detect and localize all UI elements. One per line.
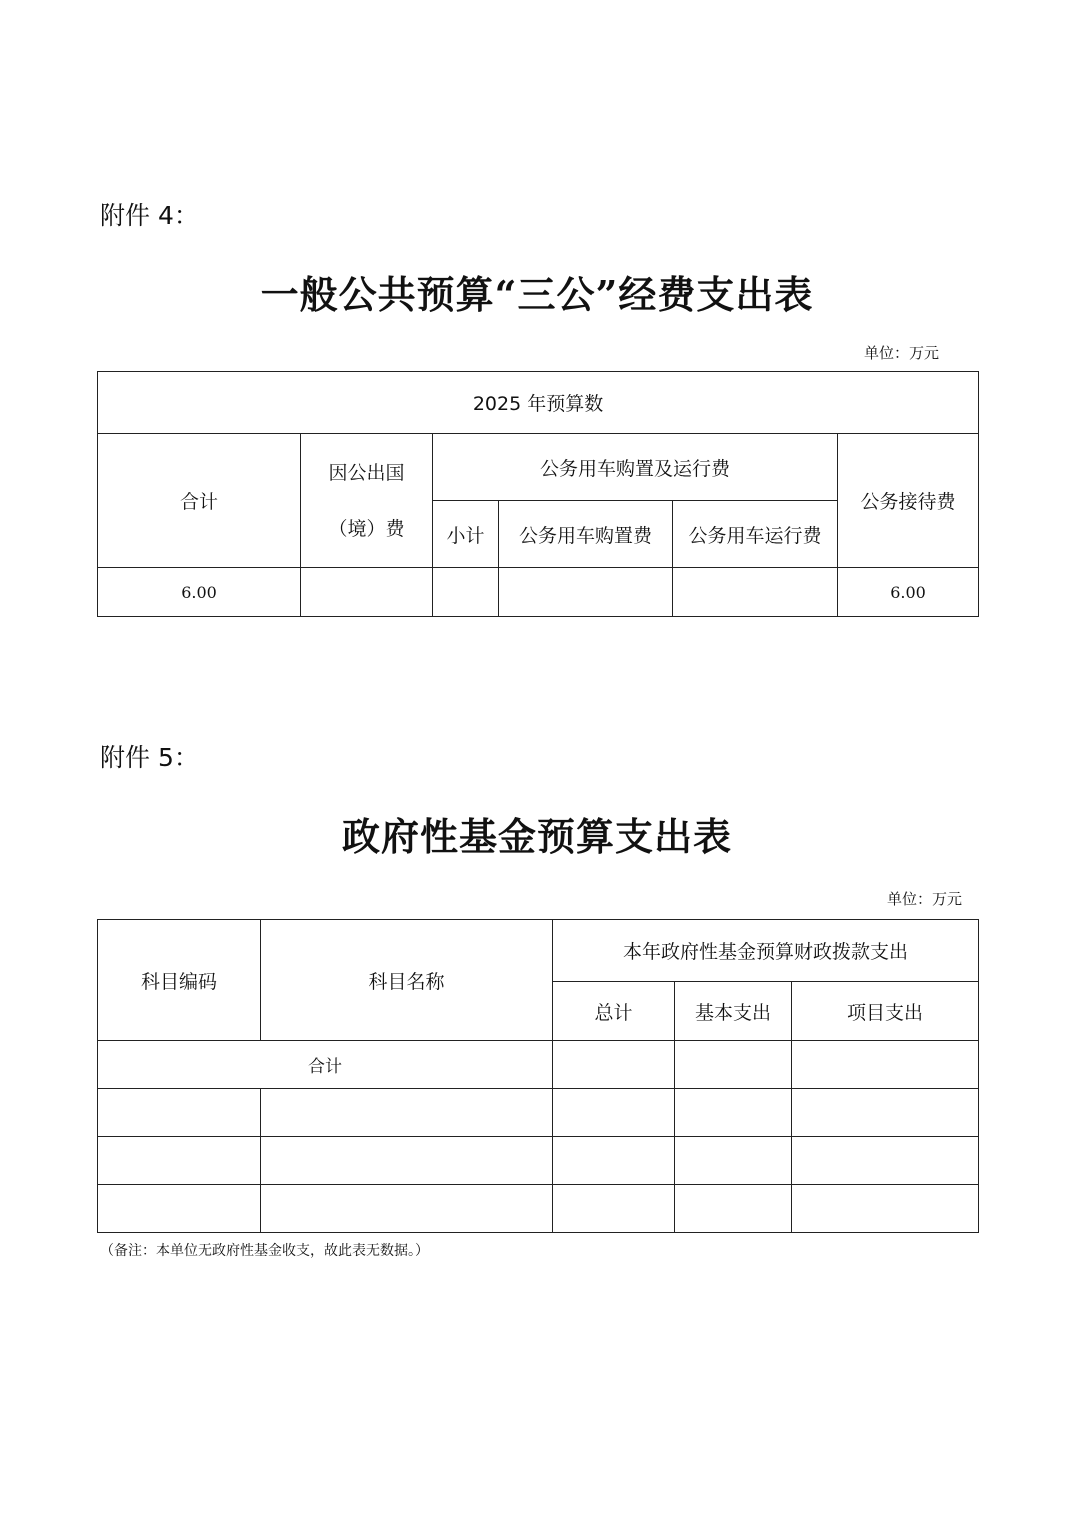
basic-expense-header: 基本支出 [675, 982, 792, 1041]
vehicle-operation-value [673, 568, 838, 617]
project-expense-cell [792, 1089, 979, 1137]
basic-expense-cell [675, 1137, 792, 1185]
vehicle-subtotal-header: 小计 [433, 501, 499, 568]
subject-name-cell [261, 1137, 553, 1185]
three-public-expense-table [97, 371, 979, 617]
attachment-4-label: 附件 4： [100, 201, 199, 230]
abroad-value [301, 568, 433, 617]
fund-expense-group-header: 本年政府性基金预算财政拨款支出 [553, 920, 979, 982]
reception-header: 公务接待费 [838, 434, 979, 568]
basic-expense-cell [675, 1185, 792, 1233]
total-value: 6.00 [98, 568, 301, 617]
table-row [98, 1137, 979, 1185]
basic-expense-cell [675, 1089, 792, 1137]
subject-name-cell [261, 1185, 553, 1233]
table-footnote: （备注：本单位无政府性基金收支，故此表无数据。） [100, 1243, 429, 1259]
reception-value: 6.00 [838, 568, 979, 617]
project-expense-cell [792, 1137, 979, 1185]
project-expense-cell [792, 1185, 979, 1233]
abroad-header-line2: （境）费 [328, 517, 405, 540]
grand-total-cell [553, 1137, 675, 1185]
grand-total-cell [553, 1185, 675, 1233]
vehicle-group-header: 公务用车购置及运行费 [433, 434, 838, 501]
table-row [98, 1185, 979, 1233]
subject-code-cell [98, 1089, 261, 1137]
subject-code-cell [98, 1185, 261, 1233]
total-row-cell [792, 1041, 979, 1089]
three-public-expense-title: 一般公共预算“三公”经费支出表 [260, 272, 814, 317]
grand-total-cell [553, 1089, 675, 1137]
vehicle-purchase-header: 公务用车购置费 [499, 501, 673, 568]
total-row-cell [553, 1041, 675, 1089]
subject-name-cell [261, 1089, 553, 1137]
table-row [98, 1089, 979, 1137]
subject-name-header: 科目名称 [261, 920, 553, 1041]
subject-code-cell [98, 1137, 261, 1185]
grand-total-header: 总计 [553, 982, 675, 1041]
abroad-header-line1: 因公出国 [328, 461, 405, 484]
total-row-cell [675, 1041, 792, 1089]
government-fund-table [97, 919, 979, 1233]
total-row-label: 合计 [98, 1041, 553, 1089]
project-expense-header: 项目支出 [792, 982, 979, 1041]
vehicle-subtotal-value [433, 568, 499, 617]
unit-label-2: 单位：万元 [887, 890, 963, 908]
unit-label-1: 单位：万元 [864, 344, 940, 362]
vehicle-operation-header: 公务用车运行费 [673, 501, 838, 568]
vehicle-purchase-value [499, 568, 673, 617]
budget-year-header: 2025 年预算数 [98, 372, 979, 434]
total-header: 合计 [98, 434, 301, 568]
abroad-expense-header [301, 434, 433, 568]
attachment-5-label: 附件 5： [100, 743, 199, 772]
subject-code-header: 科目编码 [98, 920, 261, 1041]
government-fund-title: 政府性基金预算支出表 [341, 814, 732, 859]
